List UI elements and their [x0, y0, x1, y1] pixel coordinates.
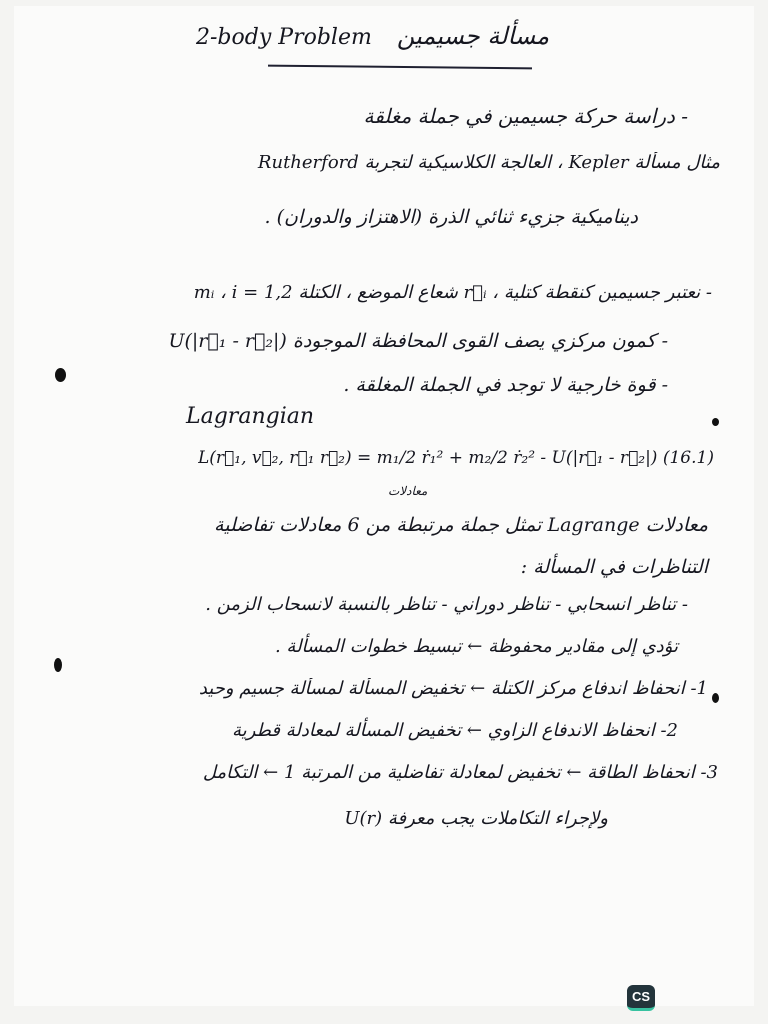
note-line-4: - نعتبر جسيمين كنقطة كتلية ، r⃗ᵢ شعاع الموضع ، الكتلة mᵢ ، i = 1,2: [193, 282, 712, 303]
equation-subscript-note: معادلات: [388, 484, 428, 498]
title-arabic: مسألة جسيمين: [396, 22, 550, 50]
lagrangian-equation: L(r⃗₁, v⃗₂, r⃗₁ r⃗₂) = m₁/2 ṙ₁² + m₂/2 ṙ₂² - U(|r⃗₁ - r⃗₂|) (16.1): [198, 448, 714, 468]
note-line-14: 2- انحفاظ الاندفاع الزاوي ← تخفيض المسألة لمعادلة قطرية: [232, 720, 678, 741]
note-line-12: تؤدي إلى مقادير محفوظة ← تبسيط خطوات المسألة .: [274, 636, 678, 657]
note-line-10: التناظرات في المسألة :: [520, 556, 708, 578]
note-line-6: - قوة خارجية لا توجد في الجملة المغلقة .: [343, 374, 668, 396]
margin-dot: [54, 658, 62, 672]
margin-dot: [712, 418, 719, 426]
page-title: [196, 22, 549, 50]
note-line-15: 3- انحفاظ الطاقة ← تخفيض لمعادلة تفاضلية من المرتبة 1 ← التكامل: [202, 762, 718, 783]
note-line-16: ولإجراء التكاملات يجب معرفة U(r): [344, 808, 608, 829]
note-line-5: - كمون مركزي يصف القوى المحافظة الموجودة U(|r⃗₁ - r⃗₂|): [168, 330, 668, 352]
note-line-2: مثال مسألة Kepler ، العالجة الكلاسيكية لتجربة Rutherford: [257, 152, 720, 173]
note-line-9: معادلات Lagrange تمثل جملة مرتبطة من 6 معادلات تفاضلية: [214, 514, 708, 536]
margin-dot: [55, 368, 66, 382]
title-latin: 2-body Problem: [196, 25, 372, 50]
watermark-text: CS: [631, 989, 651, 1004]
margin-dot: [712, 693, 719, 703]
camscanner-logo-icon: [627, 985, 655, 1011]
note-line-11: - تناظر انسحابي - تناظر دوراني - تناظر بالنسبة لانسحاب الزمن .: [205, 594, 688, 615]
lagrangian-heading: Lagrangian: [186, 404, 315, 429]
note-line-3: ديناميكية جزيء ثنائي الذرة (الاهتزاز والدوران) .: [264, 206, 638, 228]
note-line-1: - دراسة حركة جسيمين في جملة مغلقة: [363, 104, 688, 128]
note-line-13: 1- انحفاظ اندفاع مركز الكتلة ← تخفيض المسألة لمسألة جسيم وحيد: [198, 678, 708, 699]
